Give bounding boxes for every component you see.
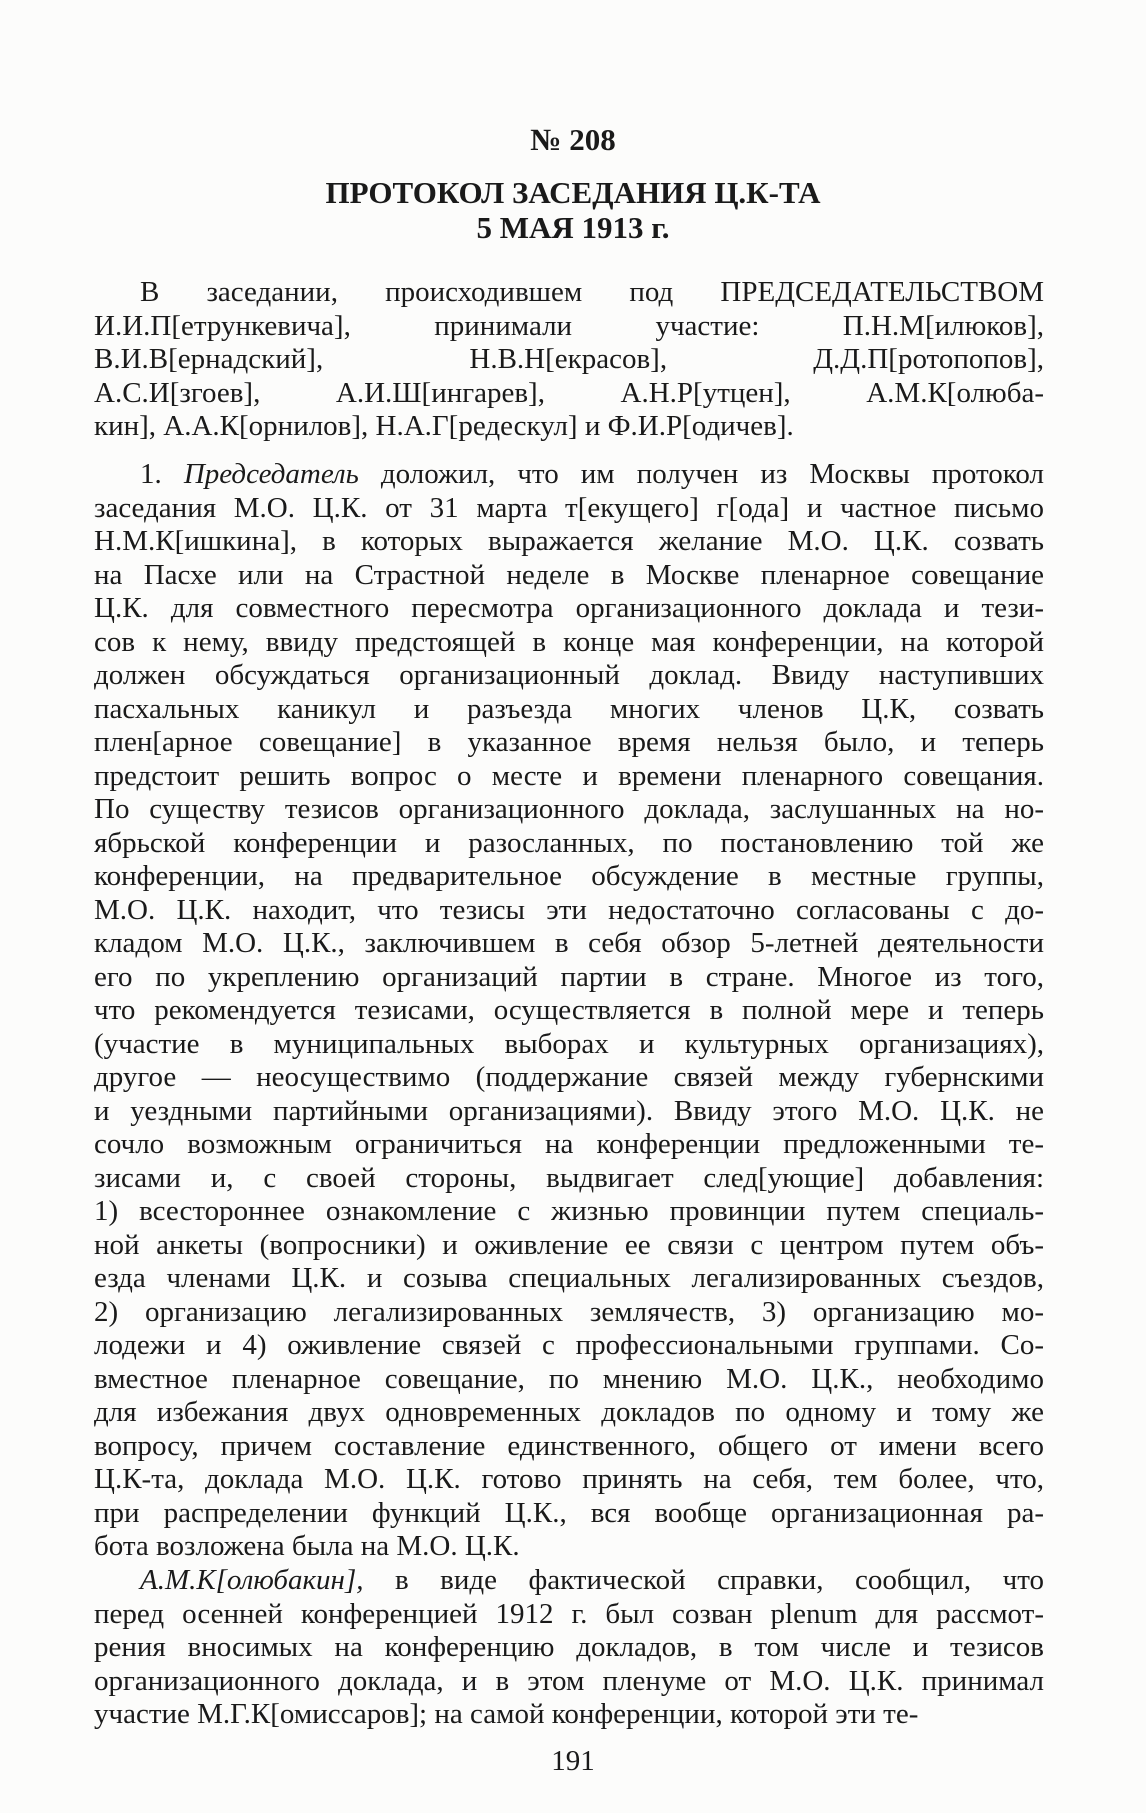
paragraph-line: Ц.К. для совместного пересмотра организационного доклада и тези- xyxy=(94,592,1044,624)
paragraph-line: кин], А.А.К[орнилов], Н.А.Г[редескул] и Ф.И.Р[одичев]. xyxy=(94,410,794,442)
paragraph-line: для избежания двух одновременных докладов по одному и тому же xyxy=(94,1396,1044,1428)
paragraph-line: сочло возможным ограничиться на конференции предложенными те- xyxy=(94,1128,1044,1160)
paragraph-line: В заседании, происходившем под ПРЕДСЕДАТЕЛЬСТВОМ xyxy=(140,276,1044,308)
paragraph-line: его по укреплению организаций партии в стране. Многое из того, xyxy=(94,960,1044,993)
paragraph-line: Н.М.К[ишкина], в которых выражается желание М.О. Ц.К. созвать xyxy=(94,525,1044,557)
paragraph-line: ной анкеты (вопросники) и оживление ее связи с центром путем объ- xyxy=(94,1228,1044,1261)
paragraph-line: пасхальных каникул и разъезда многих членов Ц.К, созвать xyxy=(94,692,1044,725)
paragraph-line: лодежи и 4) оживление связей с профессиональными группами. Со- xyxy=(94,1329,1044,1361)
paragraph-line: А.С.И[згоев], А.И.Ш[ингарев], А.Н.Р[утцен], А.М.К[олюба- xyxy=(94,376,1044,409)
paragraph-line: и уездными партийными организациями). Ввиду этого М.О. Ц.К. не xyxy=(94,1094,1044,1127)
paragraph-line xyxy=(94,1564,1044,1598)
paragraph-line: 1) всестороннее ознакомление с жизнью провинции путем специаль- xyxy=(94,1195,1044,1227)
paragraph-line: перед осенней конференцией 1912 г. был созван plenum для рассмот- xyxy=(94,1597,1044,1630)
paragraph-line: ябрьской конференции и разосланных, по постановлению той же xyxy=(94,826,1044,859)
item-number: 1. xyxy=(140,458,184,490)
paragraph-line: рения вносимых на конференцию докладов, в том числе и тезисов xyxy=(94,1631,1044,1663)
paragraph-line: организационного доклада, и в этом пленуме от М.О. Ц.К. принимал xyxy=(94,1664,1044,1697)
paragraph-line: В.И.В[ернадский], Н.В.Н[екрасов], Д.Д.П[ротопопов], xyxy=(94,343,1044,375)
paragraph-line: при распределении функций Ц.К., вся вообще организационная ра- xyxy=(94,1496,1044,1529)
paragraph-line xyxy=(94,458,1044,492)
paragraph-line: вместное пленарное совещание, по мнению М.О. Ц.К., необходимо xyxy=(94,1362,1044,1395)
paragraph-2 xyxy=(94,1564,1044,1732)
paragraph-line: И.И.П[етрункевича], принимали участие: П.Н.М[илюков], xyxy=(94,309,1044,342)
paragraph-line: плен[арное совещание] в указанное время нельзя было, и теперь xyxy=(94,726,1044,758)
page-number: 191 xyxy=(551,1745,595,1777)
paragraph-line: кладом М.О. Ц.К., заключившем в себя обзор 5-летней деятельности xyxy=(94,927,1044,959)
line-text: доложил, что им получен из Москвы протокол xyxy=(358,458,1045,490)
paragraph-line: заседания М.О. Ц.К. от 31 марта т[екущего] г[ода] и частное письмо xyxy=(94,491,1044,524)
speaker-name: А.М.К[олюбакин], xyxy=(140,1564,364,1596)
document-title: ПРОТОКОЛ ЗАСЕДАНИЯ Ц.К-ТА xyxy=(325,175,821,210)
paragraph-line: конференции, на предварительное обсуждение в местные группы, xyxy=(94,860,1044,892)
paragraph-line: (участие в муниципальных выборах и культурных организациях), xyxy=(94,1027,1044,1060)
intro-paragraph xyxy=(94,276,1044,444)
paragraph-line: что рекомендуется тезисами, осуществляется в полной мере и теперь xyxy=(94,994,1044,1026)
paragraph-line: должен обсуждаться организационный доклад. Ввиду наступивших xyxy=(94,659,1044,691)
paragraph-line: сов к нему, ввиду предстоящей в конце мая конференции, на которой xyxy=(94,625,1044,658)
document-date: 5 МАЯ 1913 г. xyxy=(476,210,670,245)
paragraph-line: 2) организацию легализированных землячеств, 3) организацию мо- xyxy=(94,1295,1044,1328)
paragraph-line: Ц.К-та, доклада М.О. Ц.К. готово принять на себя, тем более, что, xyxy=(94,1463,1044,1495)
paragraph-line: По существу тезисов организационного доклада, заслушанных на но- xyxy=(94,793,1044,825)
speaker-name: Председатель xyxy=(183,458,359,490)
paragraph-line: на Пасхе или на Страстной неделе в Москве пленарное совещание xyxy=(94,558,1044,591)
paragraph-line: участие М.Г.К[омиссаров]; на самой конференции, которой эти те- xyxy=(94,1698,919,1730)
paragraph-line: бота возложена была на М.О. Ц.К. xyxy=(94,1530,520,1562)
paragraph-line: М.О. Ц.К. находит, что тезисы эти недостаточно согласованы с до- xyxy=(94,893,1044,926)
paragraph-line: вопросу, причем составление единственного, общего от имени всего xyxy=(94,1429,1044,1462)
paragraph-line: езда членами Ц.К. и созыва специальных легализированных съездов, xyxy=(94,1262,1044,1294)
paragraph-line: другое — неосуществимо (поддержание связей между губернскими xyxy=(94,1061,1044,1093)
document-number: № 208 xyxy=(530,122,616,157)
paragraph-1 xyxy=(94,458,1044,1564)
paragraph-line: предстоит решить вопрос о месте и времени пленарного совещания. xyxy=(94,759,1044,792)
line-text: в виде фактической справки, сообщил, что xyxy=(363,1564,1044,1596)
paragraph-line: зисами и, с своей стороны, выдвигает след[ующие] добавления: xyxy=(94,1161,1044,1194)
